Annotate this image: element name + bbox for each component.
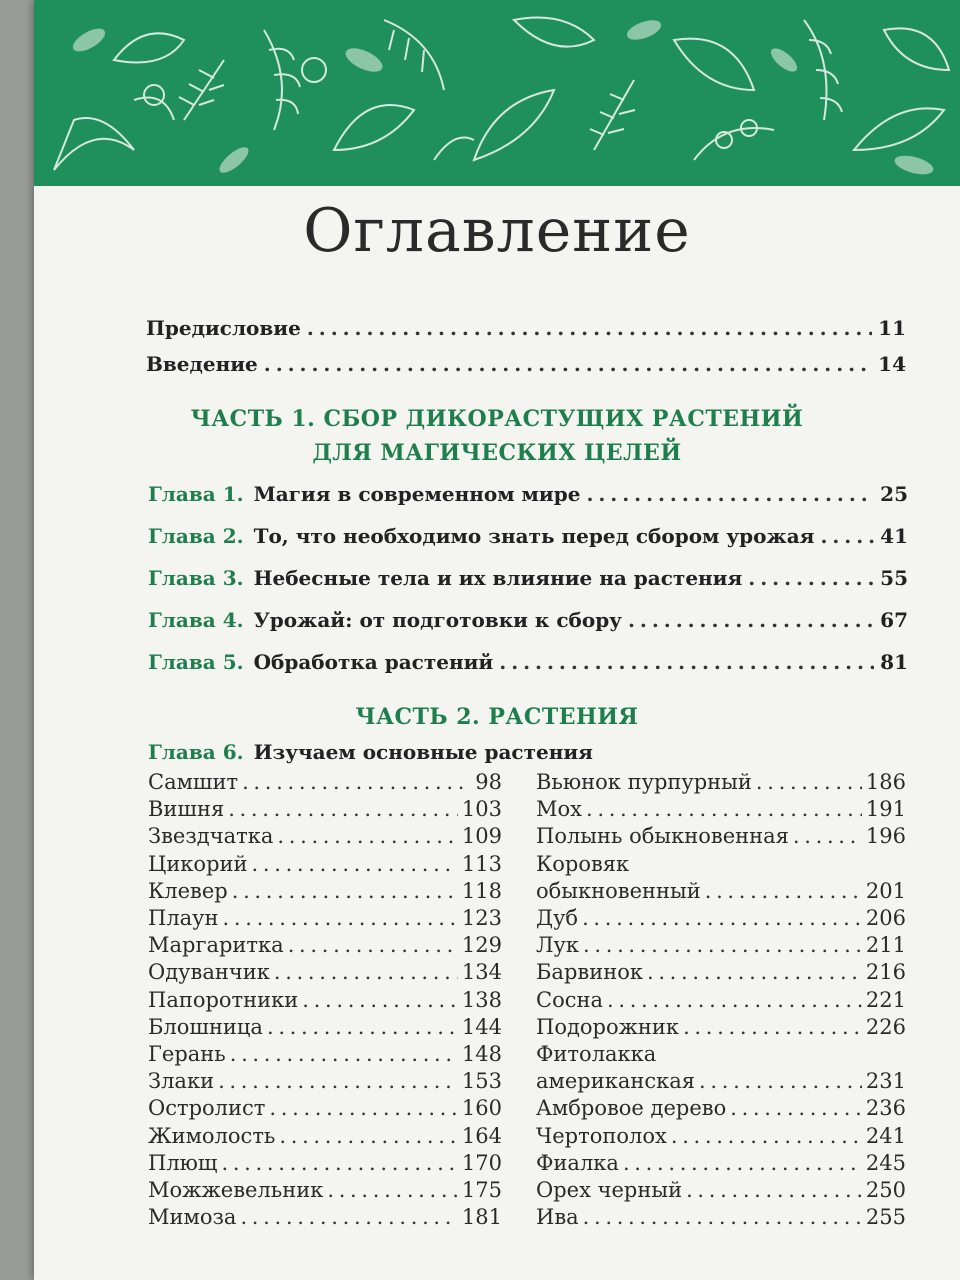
plant-page: 113	[461, 851, 502, 876]
plant-entry	[148, 1042, 502, 1066]
entry-label: Введение	[146, 352, 258, 376]
plant-name: Ива	[536, 1205, 579, 1230]
plant-page: 98	[475, 770, 502, 794]
entry-label: Предисловие	[146, 316, 301, 340]
plant-page: 138	[461, 987, 502, 1012]
dot-leader	[623, 1151, 862, 1175]
dot-leader	[242, 770, 471, 794]
chapter-title: То, что необходимо знать перед сбором урожая	[253, 524, 815, 548]
plant-name: Остролист	[148, 1096, 266, 1121]
toc-entry-preface	[146, 316, 906, 340]
part-1-heading-line1: ЧАСТЬ 1. СБОР ДИКОРАСТУЩИХ РАСТЕНИЙ	[190, 406, 804, 432]
chapter-title: Изучаем основные растения	[253, 740, 593, 764]
plant-entry	[148, 960, 502, 984]
plant-entry	[536, 960, 906, 984]
plant-entry	[536, 906, 906, 930]
plant-page: 103	[461, 797, 502, 822]
dot-leader	[240, 1205, 457, 1229]
chapter-number: Глава 6.	[148, 740, 244, 764]
plant-page: 164	[461, 1123, 502, 1148]
plant-name: Сосна	[536, 987, 603, 1012]
toc-chapter-6	[148, 740, 908, 764]
dot-leader	[730, 1096, 862, 1120]
dot-leader	[686, 1178, 862, 1202]
chapter-page: 41	[880, 524, 908, 548]
plant-entry	[536, 797, 906, 821]
plant-entry	[148, 770, 502, 794]
plant-entry	[536, 1015, 906, 1039]
plant-entry	[148, 988, 502, 1012]
dot-leader	[647, 960, 862, 984]
plant-entry	[536, 1069, 906, 1093]
plant-page: 175	[461, 1178, 502, 1202]
chapter-page: 55	[880, 566, 908, 590]
plant-entry	[536, 1124, 906, 1148]
dot-leader	[748, 566, 874, 590]
plant-name: Мимоза	[148, 1205, 237, 1230]
dot-leader	[232, 879, 458, 903]
plant-page: 181	[461, 1205, 502, 1230]
plant-page: 231	[865, 1069, 906, 1094]
plant-name: Звездчатка	[148, 824, 274, 849]
dot-leader	[277, 824, 458, 848]
toc-chapter-3	[148, 566, 908, 590]
plant-name: Вьюнок пурпурный	[536, 770, 752, 794]
dot-leader	[228, 797, 458, 821]
plant-page: 186	[865, 770, 906, 794]
plant-entry	[536, 933, 906, 957]
chapter-page: 67	[880, 608, 908, 632]
plant-name: Лук	[536, 933, 580, 958]
plant-page: 170	[461, 1150, 502, 1175]
dot-leader	[279, 1124, 458, 1148]
plant-entry	[148, 1178, 502, 1202]
plant-name: Плаун	[148, 906, 219, 930]
plant-page: 221	[865, 987, 906, 1012]
dot-leader	[499, 650, 874, 674]
toc-chapter-1	[148, 482, 908, 506]
dot-leader	[582, 906, 862, 930]
plant-page: 153	[461, 1069, 502, 1094]
chapter-page: 81	[880, 650, 908, 674]
leaf-pattern-illustration	[34, 0, 960, 186]
dot-leader	[793, 824, 862, 848]
plant-entry	[536, 988, 906, 1012]
plant-page: 129	[461, 933, 502, 958]
plant-name: Вишня	[148, 797, 225, 822]
toc-entry-introduction	[146, 352, 906, 376]
plant-page: 160	[461, 1096, 502, 1121]
plant-name: Маргаритка	[148, 933, 284, 958]
plant-entry	[148, 1096, 502, 1120]
dot-leader	[820, 524, 874, 548]
plant-entry-name: Коровяк	[536, 851, 630, 876]
plant-page: 241	[865, 1123, 906, 1148]
dot-leader	[288, 933, 458, 957]
plant-page: 201	[865, 878, 906, 903]
plant-name: Папоротники	[148, 987, 299, 1012]
plant-page: 236	[865, 1096, 906, 1121]
plant-entry	[536, 1205, 906, 1229]
dot-leader	[628, 608, 874, 632]
entry-page: 14	[878, 352, 906, 376]
plant-name: Злаки	[148, 1069, 215, 1094]
plant-name: Можжевельник	[148, 1178, 324, 1202]
dot-leader	[302, 988, 458, 1012]
plant-name: Барвинок	[536, 960, 643, 985]
dot-leader	[705, 879, 862, 903]
plant-entry	[148, 1069, 502, 1093]
part-1-heading-line2: ДЛЯ МАГИЧЕСКИХ ЦЕЛЕЙ	[312, 440, 682, 466]
toc-chapter-4	[148, 608, 908, 632]
plant-page: 191	[865, 797, 906, 822]
chapter-title: Обработка растений	[253, 650, 494, 674]
chapter-title: Магия в современном мире	[253, 482, 581, 506]
dot-leader	[267, 1015, 458, 1039]
plant-entry	[148, 1124, 502, 1148]
dot-leader	[683, 1015, 862, 1039]
plant-name: Дуб	[536, 906, 579, 930]
plant-entry	[148, 906, 502, 930]
plant-entry	[536, 1151, 906, 1175]
plant-page: 250	[865, 1178, 906, 1202]
dot-leader	[583, 933, 862, 957]
plant-name: Плющ	[148, 1150, 218, 1175]
plant-name: Цикорий	[148, 851, 248, 876]
plant-name: Самшит	[148, 770, 239, 794]
plant-page: 211	[865, 933, 906, 958]
dot-leader	[274, 960, 458, 984]
plant-name: Чертополох	[536, 1123, 667, 1148]
plant-entry	[148, 852, 502, 876]
dot-leader	[223, 906, 458, 930]
botanical-banner	[34, 0, 960, 186]
plant-name: американская	[536, 1069, 696, 1094]
plant-entry	[148, 933, 502, 957]
plant-name: Фиалка	[536, 1150, 619, 1175]
plant-name: Блошница	[148, 1014, 263, 1039]
dot-leader	[218, 1069, 458, 1093]
chapter-number: Глава 1.	[148, 482, 244, 506]
plant-entry	[536, 770, 906, 794]
plant-page: 206	[865, 906, 906, 930]
part-2-heading: ЧАСТЬ 2. РАСТЕНИЯ	[355, 704, 639, 730]
plant-name: Амбровое дерево	[536, 1096, 727, 1121]
chapter-number: Глава 5.	[148, 650, 244, 674]
plant-name: Жимолость	[148, 1123, 276, 1148]
plant-entry	[148, 879, 502, 903]
dot-leader	[756, 770, 862, 794]
dot-leader	[252, 852, 458, 876]
dot-leader	[221, 1151, 457, 1175]
plant-name: Герань	[148, 1042, 226, 1066]
chapter-number: Глава 2.	[148, 524, 244, 548]
plant-name: обыкновенный	[536, 878, 701, 903]
plant-page: 148	[461, 1042, 502, 1066]
plant-entry	[536, 879, 906, 903]
plant-entry	[536, 1096, 906, 1120]
dot-leader	[671, 1124, 862, 1148]
plant-entry	[148, 1015, 502, 1039]
dot-leader	[699, 1069, 862, 1093]
book-page	[34, 0, 960, 1280]
dot-leader	[327, 1178, 458, 1202]
dot-leader	[307, 316, 872, 340]
chapter-title: Урожай: от подготовки к сбору	[253, 608, 622, 632]
plant-page: 216	[865, 960, 906, 985]
entry-page: 11	[878, 316, 906, 340]
plant-entry	[536, 824, 906, 848]
plant-page: 196	[865, 824, 906, 849]
plant-name: Полынь обыкновенная	[536, 824, 789, 849]
plant-page: 118	[461, 878, 502, 903]
plant-page: 144	[461, 1014, 502, 1039]
page-title: Оглавление	[303, 196, 691, 266]
plant-name: Одуванчик	[148, 960, 270, 985]
plant-entry	[536, 1178, 906, 1202]
chapter-title: Небесные тела и их влияние на растения	[253, 566, 743, 590]
plant-entry	[148, 1151, 502, 1175]
dot-leader	[586, 797, 862, 821]
dot-leader	[230, 1042, 458, 1066]
plant-page: 123	[461, 906, 502, 930]
plant-name: Подорожник	[536, 1014, 680, 1039]
plant-entry-name: Фитолакка	[536, 1042, 657, 1066]
plant-page: 245	[865, 1150, 906, 1175]
plant-page: 109	[461, 824, 502, 849]
plant-page: 226	[865, 1014, 906, 1039]
chapter-page: 25	[880, 482, 908, 506]
plant-entry	[148, 1205, 502, 1229]
chapter-number: Глава 4.	[148, 608, 244, 632]
dot-leader	[586, 482, 874, 506]
plant-page: 134	[461, 960, 502, 985]
chapter-number: Глава 3.	[148, 566, 244, 590]
plant-name: Мох	[536, 797, 582, 822]
dot-leader	[607, 988, 862, 1012]
dot-leader	[264, 352, 872, 376]
plant-name: Клевер	[148, 878, 228, 903]
toc-chapter-2	[148, 524, 908, 548]
plant-entry	[148, 824, 502, 848]
dot-leader	[583, 1205, 862, 1229]
plant-name: Орех черный	[536, 1178, 683, 1202]
plant-entry	[148, 797, 502, 821]
plant-page: 255	[865, 1205, 906, 1230]
dot-leader	[269, 1096, 458, 1120]
toc-chapter-5	[148, 650, 908, 674]
